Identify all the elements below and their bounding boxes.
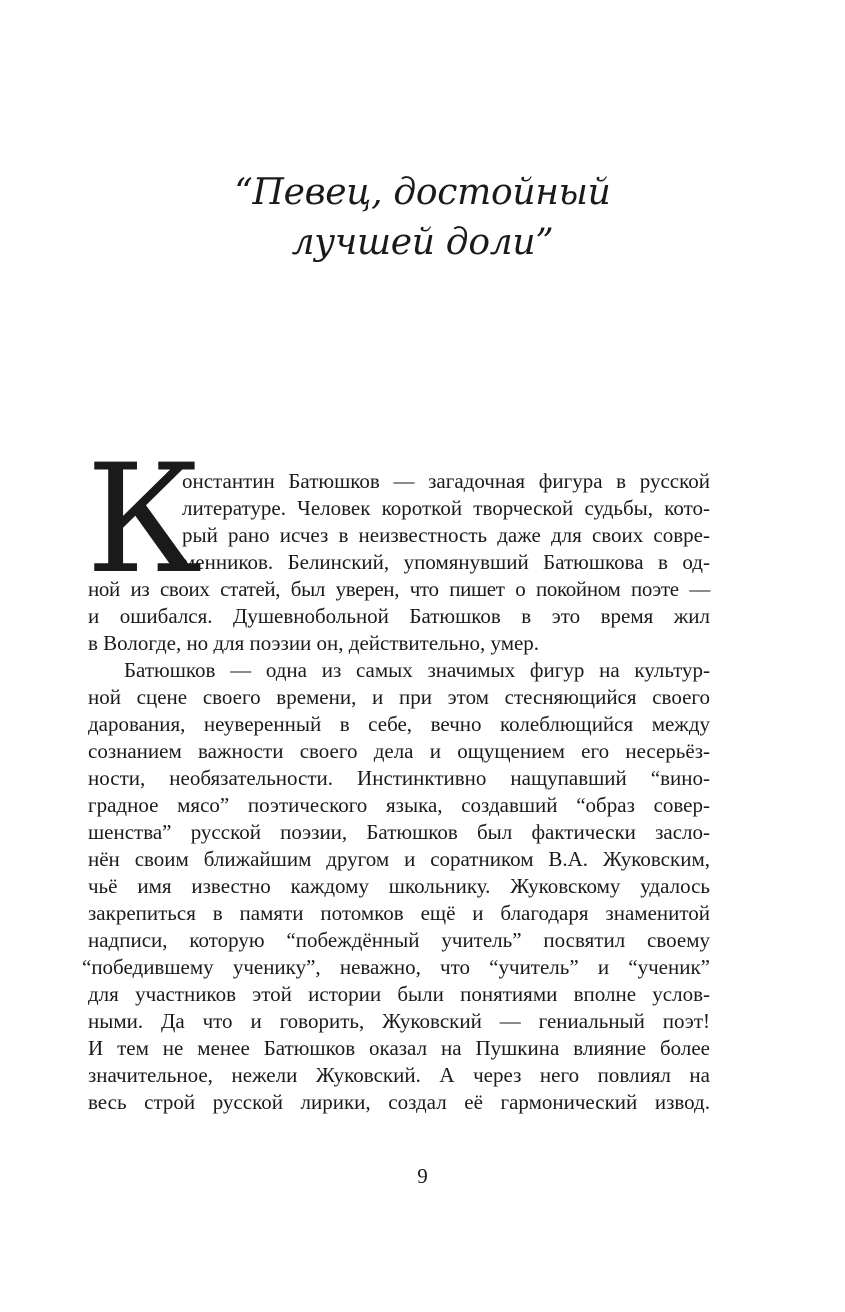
text-line: закрепиться в памяти потомков ещё и благодаря знаменитой: [88, 901, 710, 925]
text-line: для участников этой истории были понятиями вполне услов-: [88, 982, 710, 1006]
text-line: И тем не менее Батюшков оказал на Пушкина влияние более: [88, 1036, 710, 1060]
text-line: онстантин Батюшков — загадочная фигура в русской: [182, 469, 710, 493]
text-line: Батюшков — одна из самых значимых фигур на культур-: [124, 658, 710, 682]
chapter-title-line-1: “Певец, достойный: [234, 172, 611, 213]
drop-cap-letter: К: [86, 433, 203, 607]
text-line: градное мясо” поэтического языка, создавший “образ совер-: [88, 793, 710, 817]
text-line: весь строй русской лирики, создал её гармонический извод.: [88, 1090, 710, 1114]
text-line: в Вологде, но для поэзии он, действительно, умер.: [88, 631, 540, 655]
text-line: шенства” русской поэзии, Батюшков был фактически засло-: [88, 820, 710, 844]
text-line: менников. Белинский, упомянувший Батюшкова в од-: [182, 550, 710, 574]
text-line: ными. Да что и говорить, Жуковский — гениальный поэт!: [88, 1009, 710, 1033]
text-line: значительное, нежели Жуковский. А через него повлиял на: [88, 1063, 710, 1087]
text-line: дарования, неуверенный в себе, вечно колеблющийся между: [88, 712, 710, 736]
text-line: “победившему ученику”, неважно, что “учитель” и “ученик”: [82, 955, 710, 979]
text-line: литературе. Человек короткой творческой судьбы, кото-: [182, 496, 710, 520]
text-line: чьё имя известно каждому школьнику. Жуковскому удалось: [88, 874, 710, 898]
text-line: ной сцене своего времени, и при этом стесняющийся своего: [88, 685, 710, 709]
text-line: рый рано исчез в неизвестность даже для своих совре-: [182, 523, 710, 547]
text-line: сознанием важности своего дела и ощущением его несерьёз-: [88, 739, 710, 763]
text-line: нён своим ближайшим другом и соратником В.А. Жуковским,: [88, 847, 710, 871]
text-line: ности, необязательности. Инстинктивно нащупавший “вино-: [88, 766, 710, 790]
text-line: надписи, которую “побеждённый учитель” посвятил своему: [88, 928, 710, 952]
chapter-title: [0, 168, 845, 268]
text-line: и ошибался. Душевнобольной Батюшков в это время жил: [88, 604, 710, 628]
page-number: 9: [417, 1164, 428, 1188]
chapter-title-line-2: лучшей доли”: [291, 222, 554, 263]
text-line: ной из своих статей, был уверен, что пишет о покойном поэте —: [88, 577, 710, 601]
